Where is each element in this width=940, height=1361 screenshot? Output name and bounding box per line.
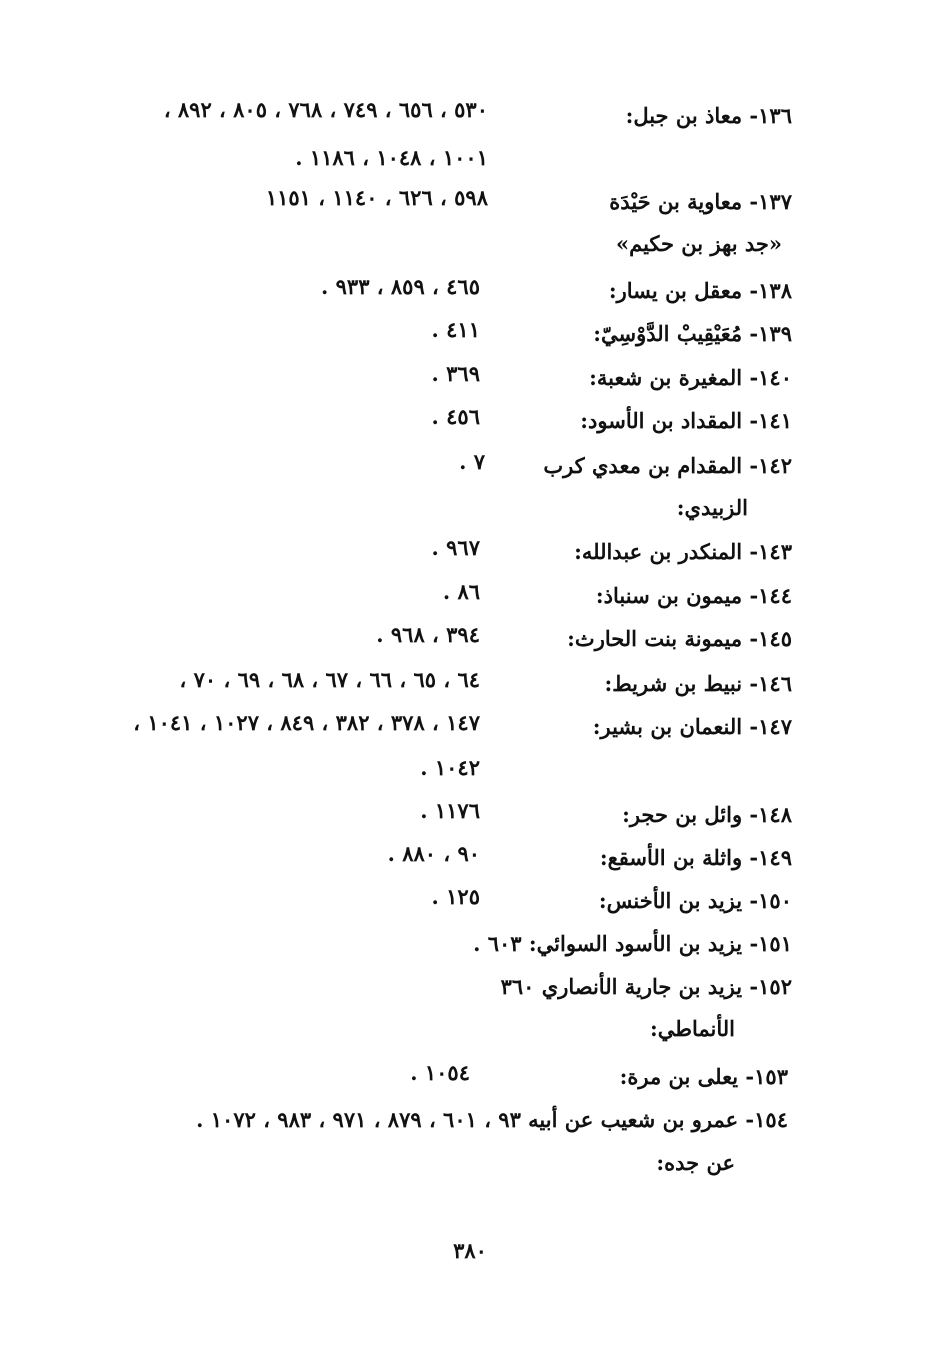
- entry-136-pages: ٥٣٠ ، ٦٥٦ ، ٧٤٩ ، ٧٦٨ ، ٨٠٥ ، ٨٩٢ ،: [163, 97, 488, 122]
- entry-141-name: ١٤١- المقداد بن الأسود:: [580, 408, 792, 433]
- entry-147-name: ١٤٧- النعمان بن بشير:: [592, 714, 792, 739]
- entry-143-pages: ٩٦٧ .: [431, 535, 480, 560]
- entry-152-name: ١٥٢- يزيد بن جارية الأنصاري ٣٦٠: [500, 974, 792, 999]
- entry-138-name: ١٣٨- معقل بن يسار:: [608, 278, 792, 303]
- entry-145-pages: ٣٩٤ ، ٩٦٨ .: [376, 622, 480, 647]
- entry-154-name: ١٥٤- عمرو بن شعيب عن أبيه ٩٣ ، ٦٠١ ، ٨٧٩ ، ٩٧١ ، ٩٨٣ ، ١٠٧٢ .: [196, 1107, 788, 1132]
- entry-149-pages: ٩٠ ، ٨٨٠ .: [387, 841, 480, 866]
- entry-150-pages: ١٢٥ .: [431, 884, 480, 909]
- entry-137-name: ١٣٧- معاوية بن حَيْدَة: [609, 189, 792, 214]
- entry-137-pages: ٥٩٨ ، ٦٢٦ ، ١١٤٠ ، ١١٥١: [265, 185, 488, 210]
- entry-140-pages: ٣٦٩ .: [431, 361, 480, 386]
- entry-149-name: ١٤٩- واثلة بن الأسقع:: [599, 845, 792, 870]
- entry-139-name: ١٣٩- مُعَيْقِيبْ الدَّوْسِيّ:: [593, 321, 792, 346]
- entry-139-pages: ٤١١ .: [431, 317, 480, 342]
- entry-138-pages: ٤٦٥ ، ٨٥٩ ، ٩٣٣ .: [321, 274, 480, 299]
- entry-144-pages: ٨٦ .: [442, 579, 480, 604]
- entry-147-pages: ١٤٧ ، ٣٧٨ ، ٣٨٢ ، ٨٤٩ ، ١٠٢٧ ، ١٠٤١ ،: [133, 710, 480, 735]
- entry-153-name: ١٥٣- يعلى بن مرة:: [619, 1064, 788, 1089]
- entry-141-pages: ٤٥٦ .: [431, 404, 480, 429]
- entry-145-name: ١٤٥- ميمونة بنت الحارث:: [567, 626, 792, 651]
- entry-143-name: ١٤٣- المنكدر بن عبدالله:: [574, 539, 792, 564]
- entry-152-name-cont: الأنماطي:: [650, 1016, 735, 1041]
- entry-136-name: ١٣٦- معاذ بن جبل:: [625, 103, 792, 128]
- entry-147-pages-cont: ١٠٤٢ .: [420, 755, 480, 780]
- entry-136-pages-cont: ١٠٠١ ، ١٠٤٨ ، ١١٨٦ .: [295, 145, 488, 170]
- entry-148-pages: ١١٧٦ .: [420, 798, 480, 823]
- entry-142-pages: ٧ .: [459, 449, 485, 474]
- entry-142-name: ١٤٢- المقدام بن معدي كرب: [543, 453, 792, 478]
- entry-146-name: ١٤٦- نبيط بن شريط:: [604, 671, 792, 696]
- entry-154-name-cont: عن جده:: [656, 1150, 735, 1175]
- entry-153-pages: ١٠٥٤ .: [410, 1060, 470, 1085]
- entry-142-name-cont: الزبيدي:: [676, 495, 748, 520]
- entry-144-name: ١٤٤- ميمون بن سنباذ:: [595, 583, 792, 608]
- page-number: ٣٨٠: [453, 1238, 487, 1263]
- entry-148-name: ١٤٨- وائل بن حجر:: [622, 802, 792, 827]
- entry-146-pages: ٦٤ ، ٦٥ ، ٦٦ ، ٦٧ ، ٦٨ ، ٦٩ ، ٧٠ ،: [179, 667, 480, 692]
- entry-137-name-cont: «جد بهز بن حكيم»: [615, 231, 782, 256]
- entry-140-name: ١٤٠- المغيرة بن شعبة:: [589, 365, 792, 390]
- entry-151-name: ١٥١- يزيد بن الأسود السوائي: ٦٠٣ .: [473, 931, 792, 956]
- entry-150-name: ١٥٠- يزيد بن الأخنس:: [598, 888, 792, 913]
